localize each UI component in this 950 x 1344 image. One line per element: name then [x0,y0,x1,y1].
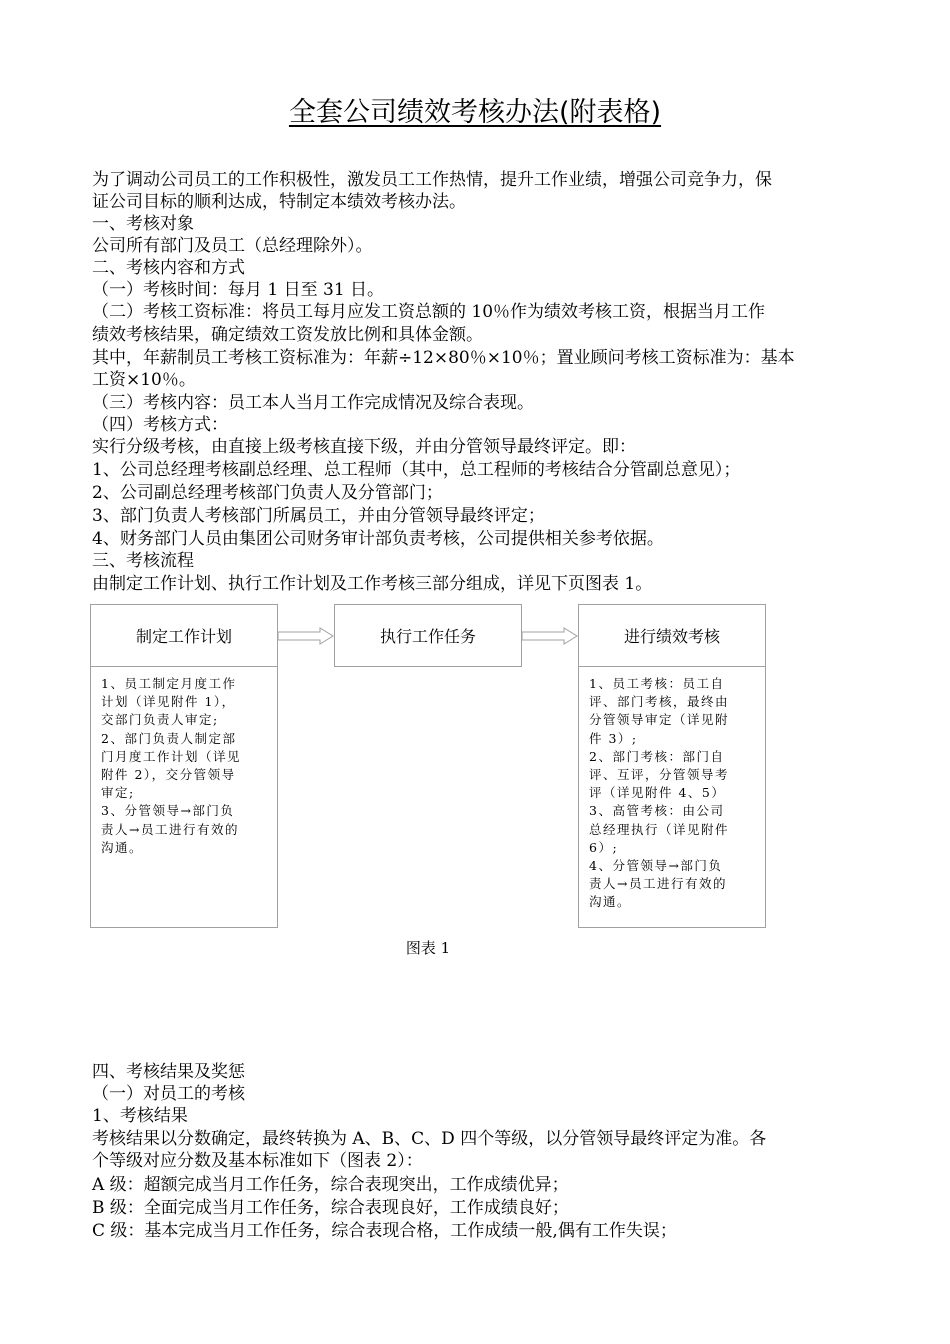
paragraph-line: 公司所有部门及员工（总经理除外）。 [92,236,373,256]
flow-box-evaluate-title: 进行绩效考核 [623,627,720,646]
flow-arrow-icon [278,627,334,645]
paragraph-line: 证公司目标的顺利达成，特制定本绩效考核办法。 [92,192,466,212]
list-item: 2、公司副总经理考核部门负责人及分管部门； [92,483,443,503]
paragraph-line: 实行分级考核，由直接上级考核直接下级，并由分管领导最终评定。即： [92,437,636,457]
paragraph-line: （二）考核工资标准：将员工每月应发工资总额的 10％作为绩效考核工资，根据当月工作 [92,302,766,322]
flow-box-execute [334,604,522,667]
paragraph-line: （三）考核内容：员工本人当月工作完成情况及综合表现。 [92,393,534,413]
flow-detail-evaluate: 1、员工考核：员工自 评、部门考核，最终由 分管领导审定（详见附 件 3）; 2、部门考核：部门自 评、互评，分管领导考 评（详见附件 4、5） 3、高管考核：由公司 总经理执行（详见附件 6）; 4、分管领导→部门负 责人→员工进行有效的 沟通。 [578,666,766,928]
paragraph-line: 由制定工作计划、执行工作计划及工作考核三部分组成，详见下页图表 1。 [92,574,653,594]
section-heading: 二、考核内容和方式 [92,258,245,278]
list-item: A 级：超额完成当月工作任务，综合表现突出，工作成绩优异； [92,1175,569,1195]
paragraph-line: 个等级对应分数及基本标准如下（图表 2）： [92,1151,423,1171]
list-item: 3、部门负责人考核部门所属员工，并由分管领导最终评定； [92,506,545,526]
list-item: 1、公司总经理考核副总经理、总工程师（其中，总工程师的考核结合分管副总意见）； [92,460,741,480]
figure-caption: 图表 1 [405,939,451,957]
paragraph-line: 绩效考核结果，确定绩效工资发放比例和具体金额。 [92,325,483,345]
paragraph-line: 工资×10％。 [92,370,196,390]
flow-box-plan-title: 制定工作计划 [135,627,232,646]
section-heading: （一）对员工的考核 [92,1084,245,1104]
list-item: 4、财务部门人员由集团公司财务审计部负责考核，公司提供相关参考依据。 [92,529,664,549]
flow-arrow-icon [522,627,578,645]
list-item: C 级：基本完成当月工作任务，综合表现合格，工作成绩一般,偶有工作失误； [92,1221,677,1241]
flow-detail-plan: 1、员工制定月度工作 计划（详见附件 1）， 交部门负责人审定; 2、部门负责人制定部 门月度工作计划（详见 附件 2），交分管领导 审定; 3、分管领导→部门负 责人→员工进行有效的 沟通。 [90,666,278,928]
flow-box-plan [90,604,278,667]
paragraph-line: 为了调动公司员工的工作积极性，激发员工工作热情，提升工作业绩，增强公司竞争力，保 [92,170,772,190]
flow-box-evaluate [578,604,766,667]
paragraph-line: （四）考核方式： [92,415,228,435]
document-title: 全套公司绩效考核办法(附表格) [288,97,662,128]
section-heading: 1、考核结果 [92,1106,188,1126]
paragraph-line: 其中，年薪制员工考核工资标准为：年薪÷12×80％×10％；置业顾问考核工资标准为：基本 [92,348,795,368]
section-heading: 一、考核对象 [92,214,194,234]
paragraph-line: 考核结果以分数确定，最终转换为 A、B、C、D 四个等级，以分管领导最终评定为准。各 [92,1129,767,1149]
section-heading: 三、考核流程 [92,551,194,571]
paragraph-line: （一）考核时间：每月 1 日至 31 日。 [92,280,385,300]
list-item: B 级：全面完成当月工作任务，综合表现良好，工作成绩良好； [92,1198,569,1218]
flow-box-execute-title: 执行工作任务 [379,627,476,646]
section-heading: 四、考核结果及奖惩 [92,1062,245,1082]
